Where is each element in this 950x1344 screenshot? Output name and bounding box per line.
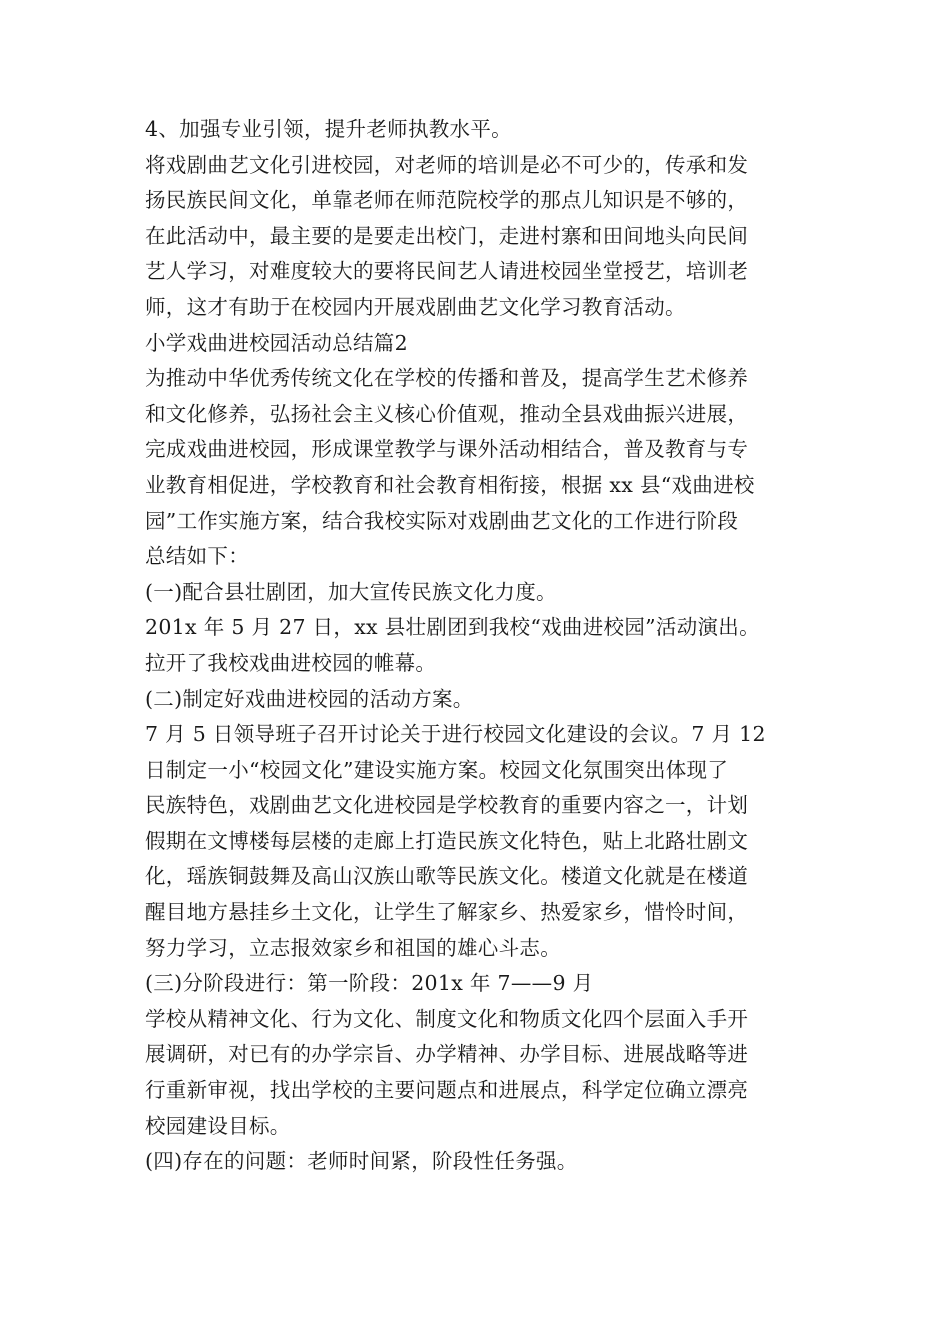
text-line: 将戏剧曲艺文化引进校园，对老师的培训是必不可少的，传承和发	[145, 152, 749, 177]
text-line: 日制定一小“校园文化”建设实施方案。校园文化氛围突出体现了	[145, 757, 729, 782]
text-line: 学校从精神文化、行为文化、制度文化和物质文化四个层面入手开	[145, 1006, 749, 1031]
text-line: 行重新审视，找出学校的主要问题点和进展点，科学定位确立漂亮	[145, 1078, 749, 1103]
section-title: 小学戏曲进校园活动总结篇2	[145, 330, 408, 355]
text-line: 为推动中华优秀传统文化在学校的传播和普及，提高学生艺术修养	[145, 366, 749, 391]
text-line: 展调研，对已有的办学宗旨、办学精神、办学目标、进展战略等进	[145, 1042, 749, 1067]
text-line: 4、加强专业引领，提升老师执教水平。	[145, 117, 512, 141]
text-line: 醒目地方悬挂乡土文化，让学生了解家乡、热爱家乡，惜怜时间，	[145, 900, 749, 925]
subheading: (二)制定好戏曲进校园的活动方案。	[145, 686, 474, 711]
text-line: 艺人学习，对难度较大的要将民间艺人请进校园坐堂授艺，培训老	[145, 259, 749, 284]
text-line: 业教育相促进，学校教育和社会教育相衔接，根据 xx 县“戏曲进校	[145, 472, 755, 497]
subheading: (四)存在的问题：老师时间紧，阶段性任务强。	[145, 1149, 578, 1174]
document-body	[145, 112, 813, 1180]
text-line: 校园建设目标。	[145, 1113, 291, 1138]
text-line: 和文化修养，弘扬社会主义核心价值观，推动全县戏曲振兴进展，	[145, 401, 749, 426]
text-line: 扬民族民间文化，单靠老师在师范院校学的那点儿知识是不够的，	[145, 188, 749, 213]
text-line: 民族特色，戏剧曲艺文化进校园是学校教育的重要内容之一，计划	[145, 793, 749, 818]
text-line: 拉开了我校戏曲进校园的帷幕。	[145, 650, 437, 675]
text-line: 在此活动中，最主要的是要走出校门，走进村寨和田间地头向民间	[145, 223, 749, 248]
text-line: 7 月 5 日领导班子召开讨论关于进行校园文化建设的会议。7 月 12	[145, 722, 766, 747]
subheading: (一)配合县壮剧团，加大宣传民族文化力度。	[145, 579, 557, 604]
text-line: 园”工作实施方案，结合我校实际对戏剧曲艺文化的工作进行阶段	[145, 508, 739, 533]
text-line: 201x 年 5 月 27 日，xx 县壮剧团到我校“戏曲进校园”活动演出。	[145, 615, 760, 640]
text-line: 努力学习，立志报效家乡和祖国的雄心斗志。	[145, 935, 561, 960]
subheading: (三)分阶段进行：第一阶段：201x 年 7——9 月	[145, 971, 594, 996]
text-line: 完成戏曲进校园，形成课堂教学与课外活动相结合，普及教育与专	[145, 437, 749, 462]
text-line: 总结如下：	[145, 544, 249, 569]
text-line: 化，瑶族铜鼓舞及高山汉族山歌等民族文化。楼道文化就是在楼道	[145, 864, 749, 889]
text-line: 假期在文博楼每层楼的走廊上打造民族文化特色，贴上北路壮剧文	[145, 828, 749, 853]
text-line: 师，这才有助于在校园内开展戏剧曲艺文化学习教育活动。	[145, 294, 686, 319]
